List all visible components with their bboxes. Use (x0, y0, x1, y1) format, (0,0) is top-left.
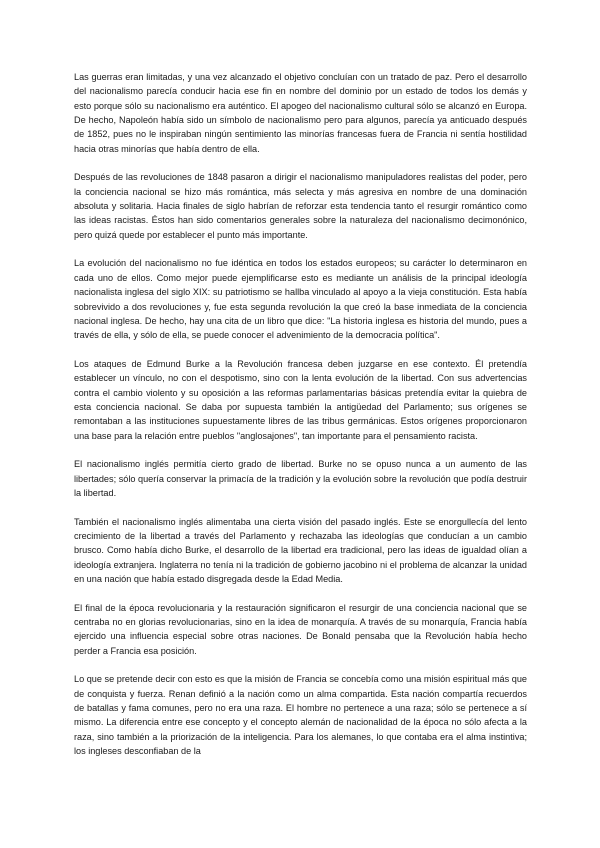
paragraph-8: Lo que se pretende decir con esto es que la misión de Francia se concebía como una misión espiritual más que de conquista y fuerza. Renan definió a la nación como un alma compartida. Esta nación compartía recuerdos de batallas y fama comunes, pero no era una raza. El hombre no pertenece a una raza; sólo se pertenece a sí mismo. La diferencia entre ese concepto y el concepto alemán de nacionalidad de la época no sólo afecta a la raza, sino también a la priorización de la inteligencia. Para los alemanes, lo que contaba era el alma instintiva; los ingleses desconfiaban de la (74, 674, 527, 757)
paragraph-5: El nacionalismo inglés permitía cierto grado de libertad. Burke no se opuso nunca a un aumento de las libertades; sólo quería conservar la primacía de la tradición y la evolución sobre la revolución que podía destruir la libertad. (74, 459, 527, 498)
paragraph-6: También el nacionalismo inglés alimentaba una cierta visión del pasado inglés. Este se enorgullecía del lento crecimiento de la libertad a través del Parlamento y rechazaba las ideologías que conducían a un cambio brusco. Como había dicho Burke, el desarrollo de la libertad era tradicional, pero las ideas de igualdad olían a ideología extranjera. Inglaterra no tenía ni la tradición de gobierno jacobino ni el problema de alcanzar la unidad en una nación que había estado disgregada desde la Edad Media. (74, 516, 527, 585)
paragraph-7: El final de la época revolucionaria y la restauración significaron el resurgir de una conciencia nacional que se centraba no en glorias revolucionarias, sino en la idea de monarquía. A través de su monarquía, Francia había ejercido una influencia especial sobre otras naciones. De Bonald pensaba que la Revolución había hecho perder a Francia esa posición. (74, 602, 527, 656)
paragraph-1: Las guerras eran limitadas, y una vez alcanzado el objetivo concluían con un tratado de paz. Pero el desarrollo del nacionalismo parecía conducir hacia ese fin en nombre del dominio por un estado de todos los demás y esto porque sólo su nacionalismo era auténtico. El apogeo del nacionalismo cultural sólo se alcanzó en Europa. De hecho, Napoleón había sido un símbolo de nacionalismo pero para algunos, parecía ya anticuado después de 1852, pues no le inspiraban ningún sentimiento las minorías francesas fuera de Francia ni sentía hostilidad hacia otras minorías que había dentro de ella. (74, 72, 527, 154)
document-page (74, 70, 527, 773)
paragraph-3: La evolución del nacionalismo no fue idéntica en todos los estados europeos; su carácter lo determinaron en cada uno de ellos. Como mejor puede ejemplificarse esto es mediante un análisis de la principal ideología nacionalista inglesa del siglo XIX: su patriotismo se hallba vinculado al apoyo a la vieja constitución. Esta había sobrevivido a dos revoluciones y, fue esta segunda revolución la que creó la base inmediata de la conciencia nacional inglesa. De hecho, hay una cita de un libro que dice: "La historia inglesa es historia del mundo, pues a través de ella, y sólo de ella, se puede conocer el advenimiento de la democracia política". (74, 258, 527, 341)
paragraph-4: Los ataques de Edmund Burke a la Revolución francesa deben juzgarse en ese contexto. Él pretendía establecer un vínculo, no con el despotismo, sino con la lenta evolución de la libertad. Con sus advertencias contra el cambio violento y su oposición a las reformas parlamentarias básicas pretendía evitar la quiebra de esta conciencia nacional. Se daba por supuesta también la antigüedad del Parlamento; sus orígenes se remontaban a las instituciones supuestamente libres de las tribus germánicas. Estos orígenes proporcionaron una base para la relación entre pueblos "anglosajones", tan importante para el pensamiento racista. (74, 358, 527, 441)
paragraph-2: Después de las revoluciones de 1848 pasaron a dirigir el nacionalismo manipuladores realistas del poder, pero la conciencia nacional se hizo más romántica, más selecta y más agresiva en nombre de una dominación absoluta y solitaria. Hacia finales de siglo habrían de reforzar esta tendencia tanto el resurgir romántico como las ideas racistas. Éstos han sido comentarios generales sobre la naturaleza del nacionalismo decimonónico, pero quizá quede por establecer el punto más importante. (74, 172, 527, 240)
